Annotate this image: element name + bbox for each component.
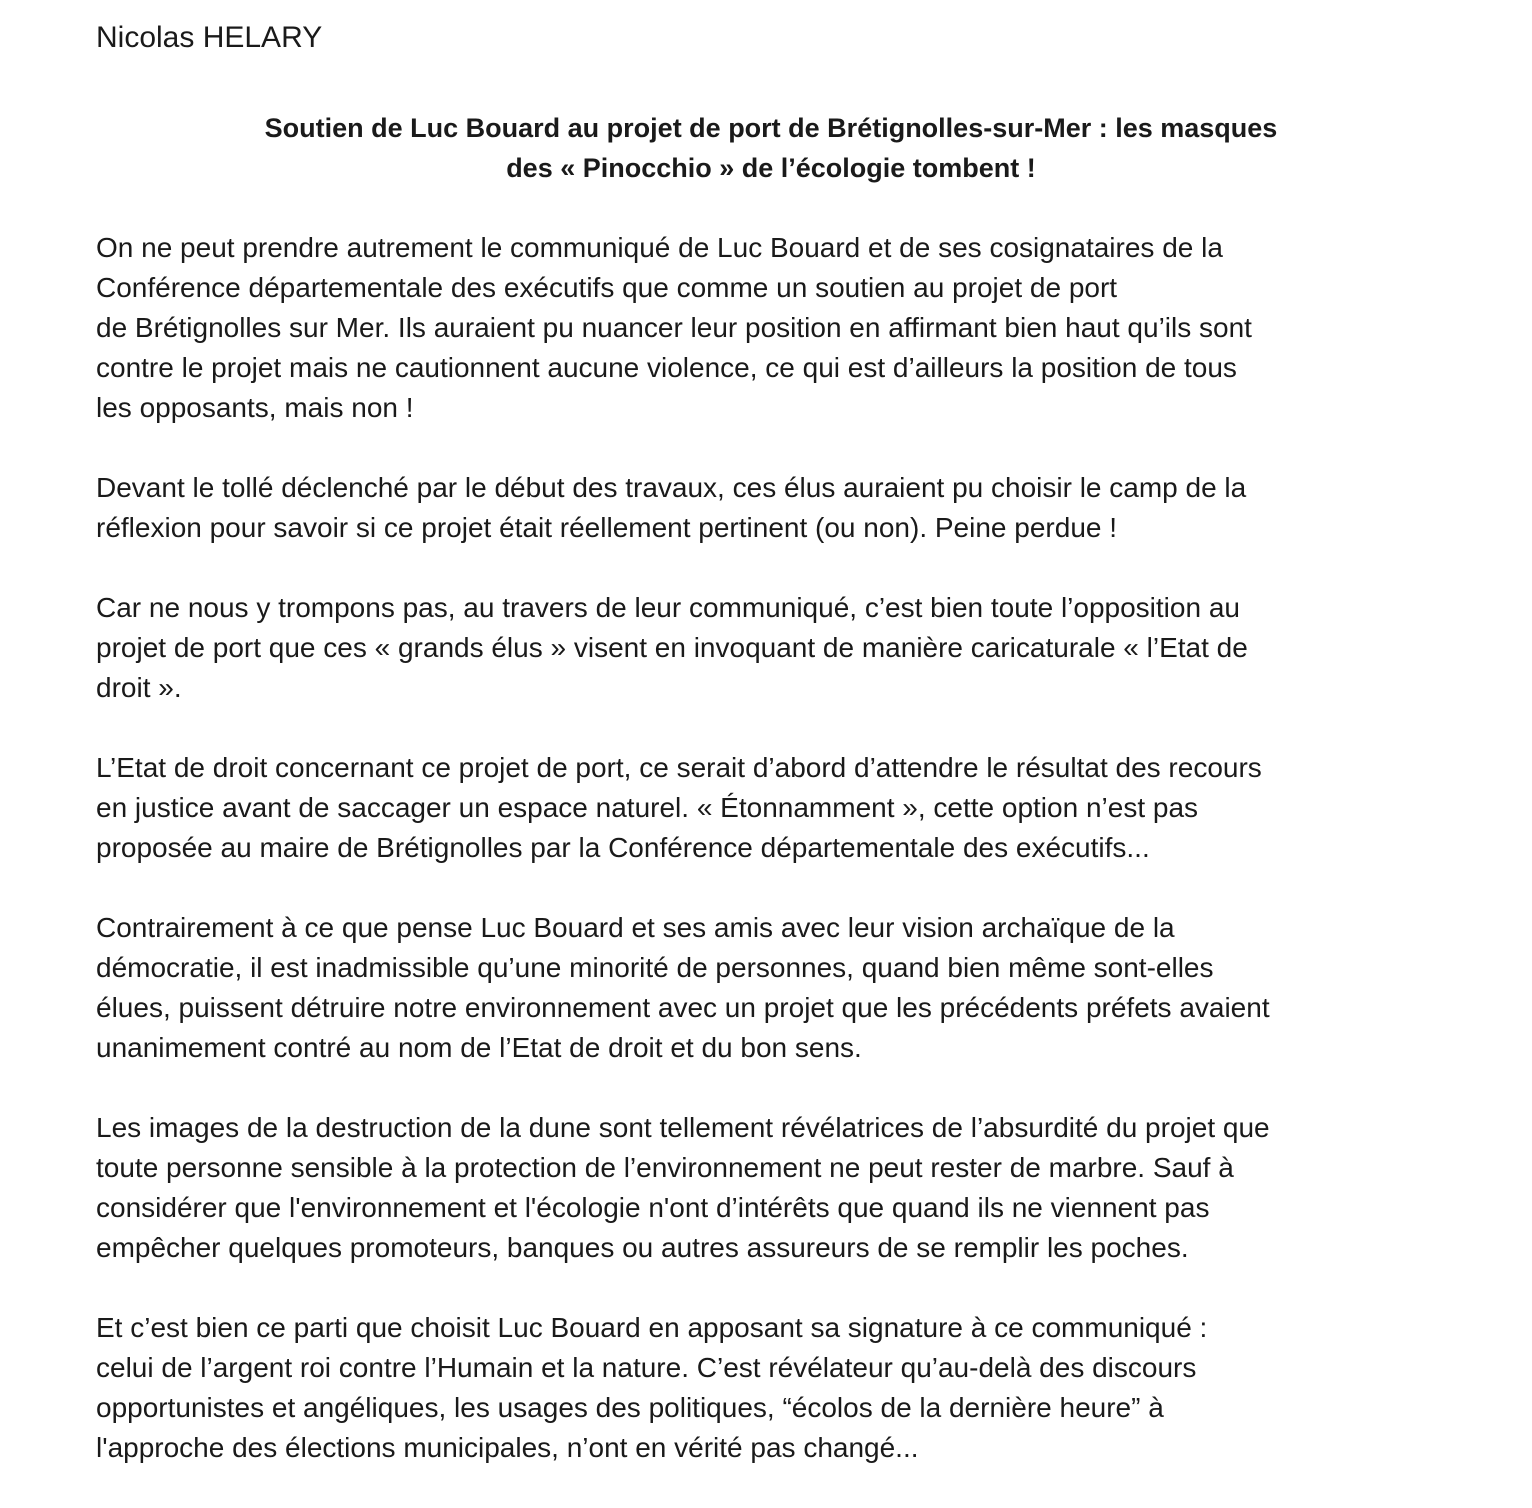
paragraph bbox=[96, 1108, 1446, 1268]
text-line: L’Etat de droit concernant ce projet de port, ce serait d’abord d’attendre le résultat des recours bbox=[96, 752, 1262, 783]
text-line: unanimement contré au nom de l’Etat de droit et du bon sens. bbox=[96, 1032, 862, 1063]
paragraph bbox=[96, 468, 1446, 548]
text-line: empêcher quelques promoteurs, banques ou autres assureurs de se remplir les poches. bbox=[96, 1232, 1189, 1263]
article-title bbox=[96, 108, 1446, 188]
author-name: Nicolas HELARY bbox=[96, 21, 323, 54]
text-line: Devant le tollé déclenché par le début des travaux, ces élus auraient pu choisir le camp de la bbox=[96, 472, 1247, 503]
text-line: Car ne nous y trompons pas, au travers de leur communiqué, c’est bien toute l’opposition au bbox=[96, 592, 1240, 623]
text-line: Les images de la destruction de la dune sont tellement révélatrices de l’absurdité du projet que bbox=[96, 1112, 1270, 1143]
text-line: Contrairement à ce que pense Luc Bouard et ses amis avec leur vision archaïque de la bbox=[96, 912, 1175, 943]
text-line: démocratie, il est inadmissible qu’une minorité de personnes, quand bien même sont-elles bbox=[96, 952, 1214, 983]
text-line: On ne peut prendre autrement le communiqué de Luc Bouard et de ses cosignataires de la bbox=[96, 232, 1223, 263]
text-line: Et c’est bien ce parti que choisit Luc Bouard en apposant sa signature à ce communiqué : bbox=[96, 1312, 1208, 1343]
text-line: réflexion pour savoir si ce projet était réellement pertinent (ou non). Peine perdue ! bbox=[96, 512, 1118, 543]
paragraph bbox=[96, 588, 1446, 708]
text-line: toute personne sensible à la protection de l’environnement ne peut rester de marbre. Sauf à bbox=[96, 1152, 1234, 1183]
text-line: contre le projet mais ne cautionnent aucune violence, ce qui est d’ailleurs la position de tous bbox=[96, 352, 1237, 383]
document-page bbox=[96, 18, 1446, 1508]
text-line: l'approche des élections municipales, n’ont en vérité pas changé... bbox=[96, 1432, 919, 1463]
text-line: Conférence départementale des exécutifs que comme un soutien au projet de port bbox=[96, 272, 1118, 303]
text-line: en justice avant de saccager un espace naturel. « Étonnamment », cette option n’est pas bbox=[96, 792, 1199, 823]
text-line: projet de port que ces « grands élus » visent en invoquant de manière caricaturale « l’Etat de bbox=[96, 632, 1248, 663]
paragraph bbox=[96, 228, 1446, 428]
paragraph bbox=[96, 748, 1446, 868]
text-line: celui de l’argent roi contre l’Humain et la nature. C’est révélateur qu’au-delà des discours bbox=[96, 1352, 1197, 1383]
title-line: Soutien de Luc Bouard au projet de port de Brétignolles-sur-Mer : les masques bbox=[264, 113, 1278, 143]
paragraph bbox=[96, 1308, 1446, 1468]
text-line: opportunistes et angéliques, les usages des politiques, “écolos de la dernière heure” à bbox=[96, 1392, 1164, 1423]
paragraph bbox=[96, 908, 1446, 1068]
text-line: les opposants, mais non ! bbox=[96, 392, 414, 423]
title-line: des « Pinocchio » de l’écologie tombent ! bbox=[506, 153, 1036, 183]
text-line: de Brétignolles sur Mer. Ils auraient pu nuancer leur position en affirmant bien haut qu’ils sont bbox=[96, 312, 1252, 343]
text-line: droit ». bbox=[96, 672, 182, 703]
article-body bbox=[96, 228, 1446, 1468]
text-line: élues, puissent détruire notre environnement avec un projet que les précédents préfets avaient bbox=[96, 992, 1270, 1023]
text-line: proposée au maire de Brétignolles par la Conférence départementale des exécutifs... bbox=[96, 832, 1150, 863]
text-line: considérer que l'environnement et l'écologie n'ont d’intérêts que quand ils ne viennent pas bbox=[96, 1192, 1210, 1223]
